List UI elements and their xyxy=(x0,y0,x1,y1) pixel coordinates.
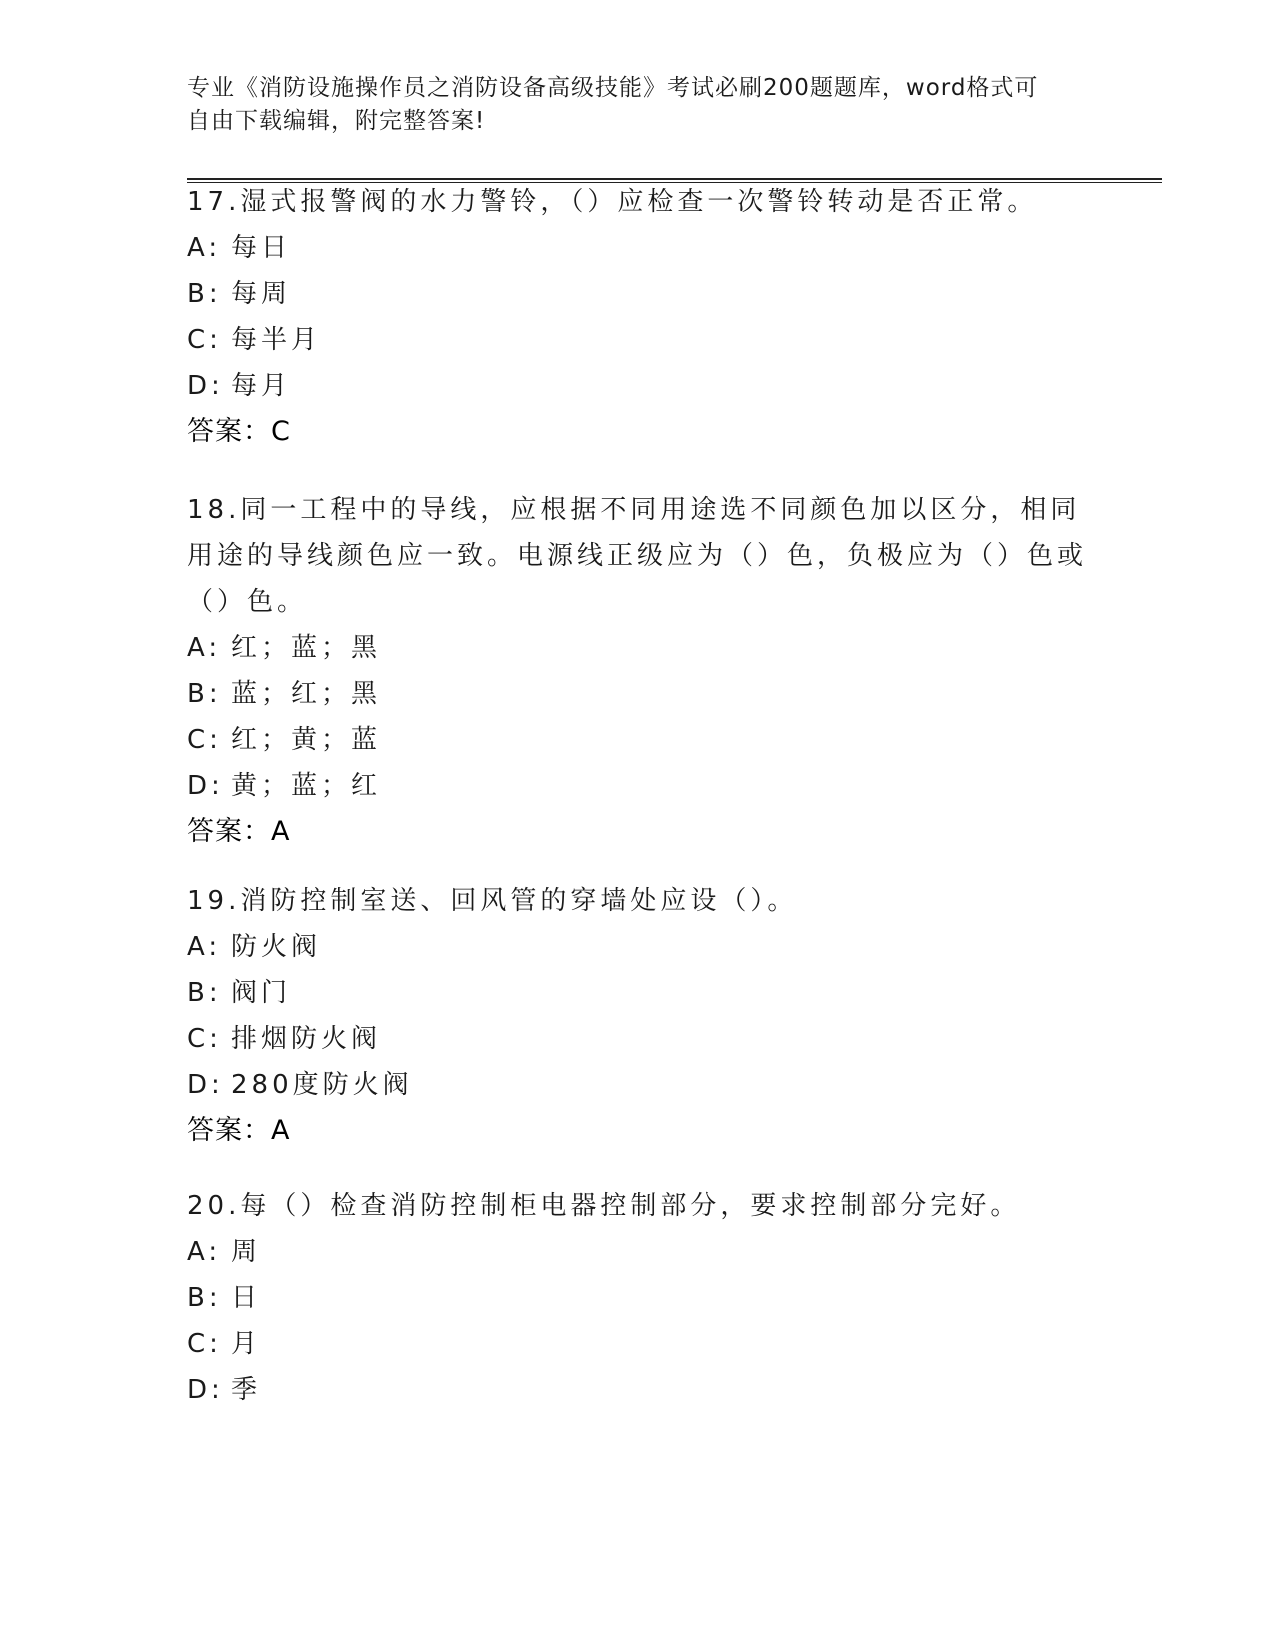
option-key: A: xyxy=(187,233,222,263)
answer: 答案：C xyxy=(187,416,291,447)
option-key: D: xyxy=(187,1070,224,1100)
answer: 答案：A xyxy=(187,816,291,847)
option-text: 红；蓝；黑 xyxy=(231,633,382,663)
option-key: D: xyxy=(187,1375,224,1405)
question-19 xyxy=(187,878,1087,1154)
header-line-1: 专业《消防设施操作员之消防设备高级技能》考试必刷200题题库，word格式可 xyxy=(187,75,1039,101)
option-text: 排烟防火阀 xyxy=(231,1024,382,1054)
option-d xyxy=(187,363,1087,409)
option-key: A: xyxy=(187,932,222,962)
question-text: 17.湿式报警阀的水力警铃，（）应检查一次警铃转动是否正常。 xyxy=(187,187,1038,217)
option-key: A: xyxy=(187,1237,222,1267)
option-key: D: xyxy=(187,771,224,801)
question-text: 18.同一工程中的导线，应根据不同用途选不同颜色加以区分，相同用途的导线颜色应一致。电源线正级应为（）色，负极应为（）色或（）色。 xyxy=(187,495,1088,617)
option-key: A: xyxy=(187,633,222,663)
option-b xyxy=(187,671,1087,717)
option-text: 每周 xyxy=(231,279,292,309)
option-text: 蓝；红；黑 xyxy=(231,679,382,709)
option-key: C: xyxy=(187,1024,222,1054)
answer: 答案：A xyxy=(187,1115,291,1146)
option-d xyxy=(187,763,1087,809)
option-b xyxy=(187,271,1087,317)
option-d xyxy=(187,1367,1087,1413)
question-text: 20.每（）检查消防控制柜电器控制部分，要求控制部分完好。 xyxy=(187,1191,1021,1221)
option-c xyxy=(187,317,1087,363)
question-text: 19.消防控制室送、回风管的穿墙处应设（）。 xyxy=(187,886,798,916)
option-a xyxy=(187,625,1087,671)
option-text: 防火阀 xyxy=(231,932,322,962)
option-b xyxy=(187,970,1087,1016)
option-key: D: xyxy=(187,371,224,401)
question-18 xyxy=(187,487,1087,855)
option-text: 黄；蓝；红 xyxy=(231,771,382,801)
option-b xyxy=(187,1275,1087,1321)
option-c xyxy=(187,1321,1087,1367)
option-key: B: xyxy=(187,978,222,1008)
option-text: 阀门 xyxy=(231,978,292,1008)
option-text: 红；黄；蓝 xyxy=(231,725,382,755)
option-text: 月 xyxy=(231,1329,262,1359)
option-key: C: xyxy=(187,325,222,355)
option-text: 季 xyxy=(231,1375,262,1405)
header-line-2: 自由下载编辑，附完整答案! xyxy=(187,108,486,134)
option-key: B: xyxy=(187,679,222,709)
option-key: B: xyxy=(187,1283,222,1313)
option-text: 日 xyxy=(231,1283,262,1313)
option-text: 周 xyxy=(231,1237,262,1267)
option-key: C: xyxy=(187,1329,222,1359)
option-key: C: xyxy=(187,725,222,755)
document-header xyxy=(187,72,1067,138)
option-text: 每月 xyxy=(231,371,292,401)
question-20 xyxy=(187,1183,1087,1413)
option-text: 280度防火阀 xyxy=(231,1070,413,1100)
option-a xyxy=(187,1229,1087,1275)
option-d xyxy=(187,1062,1087,1108)
option-a xyxy=(187,225,1087,271)
option-text: 每日 xyxy=(231,233,292,263)
question-17 xyxy=(187,179,1087,455)
option-text: 每半月 xyxy=(231,325,322,355)
option-c xyxy=(187,1016,1087,1062)
option-key: B: xyxy=(187,279,222,309)
option-c xyxy=(187,717,1087,763)
option-a xyxy=(187,924,1087,970)
